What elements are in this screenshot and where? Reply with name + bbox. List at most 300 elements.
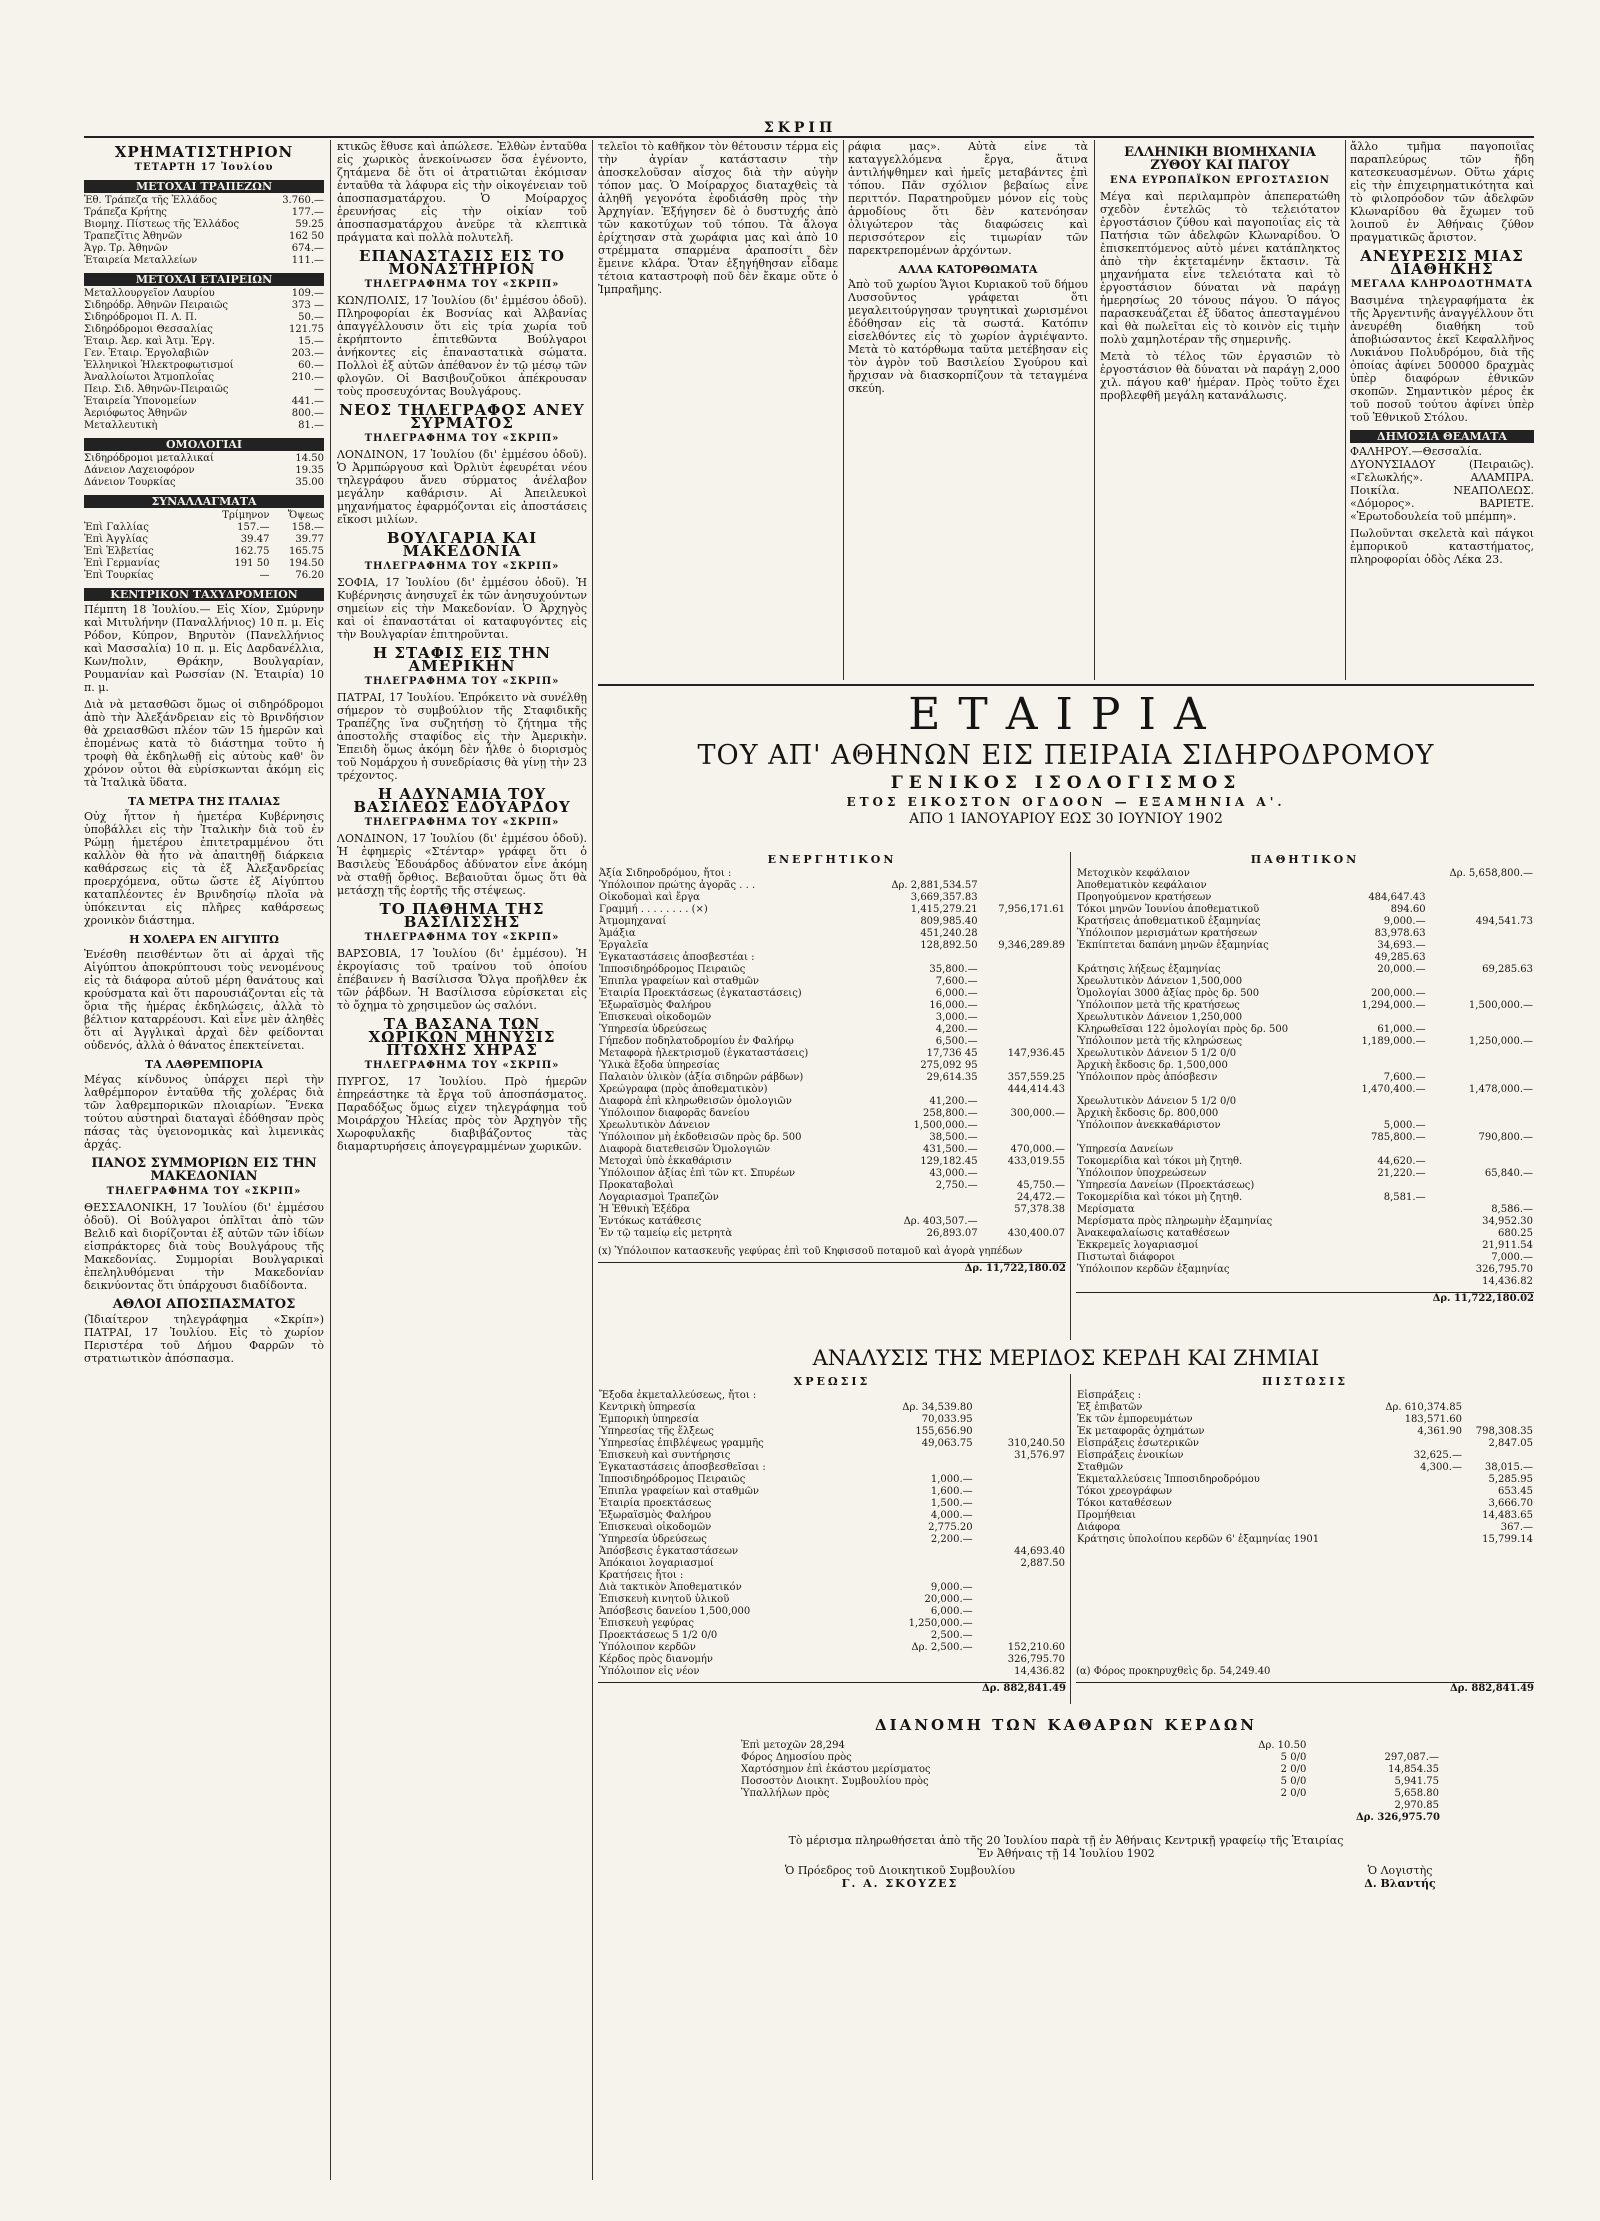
macedonia-heading: ΠΑΝΟΣ ΣΥΜΜΟΡΙΩΝ ΕΙΣ ΤΗΝ ΜΑΚΕΔΟΝΙΑΝ bbox=[91, 1156, 317, 1184]
security-price: 210.— bbox=[291, 372, 324, 383]
dist-label: Ὑπαλλήλων πρὸς bbox=[741, 1788, 830, 1799]
entry-amount: 83,978.63 bbox=[1374, 928, 1426, 939]
security-name: Σιδηρόδρ. Ἀθηνῶν Πειραιῶς bbox=[84, 300, 229, 311]
liability-row bbox=[1076, 1204, 1534, 1216]
entry-label: Χρεώγραφα (πρὸς ἀποθεματικὸν) bbox=[599, 1084, 768, 1095]
entry-subtotal: 8,586.— bbox=[1491, 1204, 1533, 1215]
entry-amount bbox=[1369, 1390, 1463, 1402]
entry-label: Ἐξωραϊσμὸς Φαλήρου bbox=[599, 1000, 712, 1011]
entry-amount: 1,500,000.— bbox=[913, 1120, 978, 1131]
entry-label: Ἔξοδα ἐκμεταλλεύσεως, ἤτοι : bbox=[599, 1390, 757, 1401]
companies-heading: ΜΕΤΟΧΑΙ ΕΤΑΙΡΕΙΩΝ bbox=[84, 273, 324, 286]
security-price: 81.— bbox=[298, 420, 324, 431]
entry-label: Διαφορὰ ἐπὶ κληρωθεισῶν ὁμολογιῶν bbox=[599, 1096, 792, 1107]
balance-period: ΑΠΟ 1 ΙΑΝΟΥΑΡΙΟΥ ΕΩΣ 30 ΙΟΥΝΙΟΥ 1902 bbox=[909, 811, 1223, 827]
asset-row bbox=[598, 1144, 1066, 1156]
entry-amount: 809,985.40 bbox=[920, 916, 978, 927]
entry-subtotal: 7,956,171.61 bbox=[998, 904, 1065, 915]
debit-block bbox=[598, 1374, 1066, 1695]
balance-header bbox=[598, 690, 1534, 828]
credit-row bbox=[1076, 1534, 1534, 1546]
debit-row bbox=[598, 1438, 1066, 1450]
security-name: Τραπεζῖτις Ἀθηνῶν bbox=[84, 231, 183, 242]
debit-row bbox=[598, 1618, 1066, 1630]
entry-label: Γραμμή . . . . . . . . (×) bbox=[599, 904, 708, 915]
entry-subtotal bbox=[979, 928, 1066, 940]
debit-row bbox=[598, 1414, 1066, 1426]
entry-subtotal bbox=[979, 1000, 1066, 1012]
entry-subtotal: 2,847.05 bbox=[1488, 1438, 1533, 1449]
price-row bbox=[84, 453, 324, 465]
fx-header-row bbox=[84, 510, 324, 522]
entry-subtotal: 152,210.60 bbox=[1007, 1642, 1065, 1653]
liability-row bbox=[1076, 916, 1534, 928]
entry-subtotal: 14,436.82 bbox=[1014, 1666, 1065, 1677]
dist-row bbox=[740, 1776, 1440, 1788]
column-rule bbox=[1094, 140, 1095, 680]
entry-amount: 17,736 45 bbox=[926, 1048, 978, 1059]
entry-label: Ὑπόλοιπον ὑποχρεώσεων bbox=[1077, 1168, 1207, 1179]
entry-subtotal: 147,936.45 bbox=[1007, 1048, 1065, 1059]
theatre-heading: ΔΗΜΟΣΙΑ ΘΕΑΜΑΤΑ bbox=[1350, 430, 1534, 443]
entry-amount: 49,285.63 bbox=[1374, 952, 1426, 963]
entry-subtotal: 34,952.30 bbox=[1482, 1216, 1533, 1227]
entry-label: Ὑπόλοιπον πρώτης ἀγορᾶς . . . bbox=[599, 880, 756, 891]
entry-amount bbox=[1344, 1240, 1427, 1252]
entry-subtotal bbox=[1427, 892, 1534, 904]
entry-label: Ὑλικὰ ἔξοδα ὑπηρεσίας bbox=[599, 1060, 720, 1071]
assets-block bbox=[598, 852, 1066, 1275]
liabilities-total: Δρ. 11,722,180.02 bbox=[1076, 1292, 1534, 1305]
entry-label bbox=[1076, 1084, 1344, 1096]
entry-label: Ἀξία Σιδηροδρόμου, ἤτοι : bbox=[599, 868, 732, 879]
entry-amount bbox=[1369, 1522, 1463, 1534]
debit-row bbox=[598, 1642, 1066, 1654]
entry-subtotal bbox=[1463, 1450, 1534, 1462]
entry-label: Ὑπόλοιπον κερδῶν bbox=[599, 1642, 696, 1653]
entry-label: Ἐγκαταστάσεις ἀποσβεστέαι : bbox=[599, 952, 755, 963]
entry-subtotal: 7,000.— bbox=[1491, 1252, 1533, 1263]
entry-amount bbox=[1369, 1510, 1463, 1522]
security-price: 19.35 bbox=[295, 465, 324, 476]
entry-subtotal bbox=[1427, 976, 1534, 988]
debit-row bbox=[598, 1594, 1066, 1606]
asset-row bbox=[598, 1108, 1066, 1120]
entry-amount bbox=[1344, 868, 1427, 880]
price-row bbox=[84, 408, 324, 420]
entry-subtotal: 680.25 bbox=[1498, 1228, 1533, 1239]
fx-row bbox=[84, 570, 324, 582]
credit-block bbox=[1076, 1374, 1534, 1695]
dist-rate: 5 0/0 bbox=[1280, 1776, 1307, 1787]
liability-row bbox=[1076, 1156, 1534, 1168]
entry-amount bbox=[861, 1558, 974, 1570]
entry-subtotal: 1,478,000.— bbox=[1468, 1084, 1533, 1095]
entry-subtotal bbox=[974, 1486, 1066, 1498]
entry-amount bbox=[1369, 1474, 1463, 1486]
entry-amount bbox=[866, 952, 978, 964]
asset-row bbox=[598, 1000, 1066, 1012]
liability-row bbox=[1076, 1252, 1534, 1264]
credit-heading: ΠΙΣΤΩΣΙΣ bbox=[1262, 1375, 1348, 1388]
theatre-text: ΦΑΛΗΡΟΥ.—Θεσσαλία. ΔΥΟΝΥΣΙΑΔΟΥ (Πειραιῶς). «Γελωκλής». ΑΛΑΜΠΡΑ. Ποικίλα. ΝΕΑΠΟΛΕΩΣ. «Δόμορος». ΒΑΡΙΕΤΕ. «Ἐρωτοδουλεία τοῦ μπέμπη». bbox=[1350, 445, 1534, 523]
entry-label: Ὁμολογίαι 3000 ἀξίας πρὸς δρ. 500 bbox=[1077, 988, 1260, 999]
entry-amount: 7,600.— bbox=[935, 976, 978, 987]
entry-label: Ὑπόλοιπον κερδῶν ἐξαμηνίας bbox=[1077, 1264, 1230, 1275]
entry-label: Διάφορα bbox=[1077, 1522, 1121, 1533]
column-5 bbox=[1100, 140, 1340, 680]
entry-amount bbox=[861, 1666, 974, 1678]
entry-label: Ἐν τῷ ταμείῳ εἰς μετρητὰ bbox=[599, 1228, 733, 1239]
debit-row bbox=[598, 1474, 1066, 1486]
ice-subheading: ΕΝΑ ΕΥΡΩΠΑΪΚΟΝ ΕΡΓΟΣΤΑΣΙΟΝ bbox=[1110, 175, 1330, 186]
entry-label: Ἐργαλεῖα bbox=[599, 940, 649, 951]
entry-subtotal bbox=[1427, 1060, 1534, 1072]
fx-column-header bbox=[84, 510, 198, 522]
entry-amount: 129,182.45 bbox=[920, 1156, 978, 1167]
security-price: 674.— bbox=[291, 243, 324, 254]
pl-title: ΑΝΑΛΥΣΙΣ ΤΗΣ ΜΕΡΙΔΟΣ ΚΕΡΔΗ ΚΑΙ ΖΗΜΙΑΙ bbox=[812, 1346, 1320, 1370]
entry-amount: 43,000.— bbox=[929, 1168, 978, 1179]
entry-subtotal: Δρ. 5,658,800.— bbox=[1449, 868, 1533, 879]
liabilities-heading: ΠΑΘΗΤΙΚΟΝ bbox=[1250, 853, 1360, 866]
entry-subtotal bbox=[1427, 1180, 1534, 1192]
entry-amount: 4,300.— bbox=[1420, 1462, 1462, 1473]
ice-heading: ΕΛΛΗΝΙΚΗ ΒΙΟΜΗΧΑΝΙΑ ΖΥΘΟΥ ΚΑΙ ΠΑΓΟΥ bbox=[1124, 145, 1316, 173]
security-name: Σιδηρόδρομοι μεταλλικαί bbox=[84, 453, 214, 464]
liability-row bbox=[1076, 1108, 1534, 1120]
entry-amount: Δρ. 403,507.— bbox=[903, 1216, 978, 1227]
market-date: ΤΕΤΑΡΤΗ 17 Ἰουλίου bbox=[134, 162, 274, 173]
entry-label: Ἱπποσιδηρόδρομος Πειραιῶς bbox=[599, 964, 746, 975]
security-name: Πειρ. Σιδ. Ἀθηνῶν-Πειραιῶς bbox=[84, 384, 229, 395]
assets-heading: ΕΝΕΡΓΗΤΙΚΟΝ bbox=[767, 853, 897, 866]
entry-amount: 275,092 95 bbox=[920, 1060, 978, 1071]
entry-amount: 1,600.— bbox=[930, 1486, 973, 1497]
entry-amount: 6,000.— bbox=[930, 1606, 973, 1617]
liability-row bbox=[1076, 976, 1534, 988]
entry-amount: Δρ. 2,500.— bbox=[911, 1642, 973, 1653]
entry-label: Ὑπηρεσία Δανείων (Προεκτάσεως) bbox=[1077, 1180, 1255, 1191]
entry-subtotal: 9,346,289.89 bbox=[998, 940, 1065, 951]
entry-amount bbox=[861, 1450, 974, 1462]
entry-amount: 1,189,000.— bbox=[1361, 1036, 1426, 1047]
entry-subtotal bbox=[974, 1522, 1066, 1534]
entry-amount: 1,500.— bbox=[930, 1498, 973, 1509]
price-row bbox=[84, 207, 324, 219]
raisin-text: ΠΑΤΡΑΙ, 17 Ἰουλίου. Ἐπρόκειτο νὰ συνέλθῃ σήμερον τὸ συμβούλιον τῆς Σταφιδικῆς Τραπέζης ἵνα συζητήσῃ τὸ ζήτημα τῆς ἀποστολῆς σταφίδος εἰς τὴν Ἀμερικὴν. Ἐπειδὴ ὅμως ἀκόμη δὲν ἦλθε ὁ διορισμὸς τοῦ Νομάρχου ἡ συνεδρίασις θὰ γίνῃ τὴν 23 τρέχοντος. bbox=[337, 691, 587, 782]
entry-label: Μερίσματα πρὸς πληρωμὴν ἐξαμηνίας bbox=[1077, 1216, 1273, 1227]
entry-label: Ἐπισκευαὶ οἰκοδομῶν bbox=[599, 1522, 712, 1533]
entry-subtotal bbox=[974, 1594, 1066, 1606]
price-row bbox=[84, 312, 324, 324]
entry-amount bbox=[1344, 1264, 1427, 1276]
k-text: Ἀπὸ τοῦ χωρίου Ἅγιοι Κυριακοῦ τοῦ δήμου Λυσσοῦντος γράφεται ὅτι μεγαλειτούργησαν τρυγητικαὶ χωρισμένοι ἐδόθησαν εἰς τὰ σωστά. Κατόπιν εἰσελθόντες εἰς τὸ χωρίον ἀγριέψαντο. Μετὰ τὸ κατόρθωμα ταῦτα μετέβησαν εἰς τὸν ἀγρὸν τοῦ Βασιλείου Σγούρου καὶ ἤρχισαν νὰ διασκορπίζουν τὰ τεταγμένα σκεύη. bbox=[848, 278, 1088, 395]
entry-amount: 29,614.35 bbox=[926, 1072, 978, 1083]
entry-label: Ὑπηρεσίας τῆς ἕλξεως bbox=[599, 1426, 714, 1437]
entry-label: Ἀπόκαιοι λογαριασμοί bbox=[599, 1558, 714, 1569]
entry-amount bbox=[1344, 1180, 1427, 1192]
entry-amount: 35,800.— bbox=[929, 964, 978, 975]
entry-label: Οἰκοδομαὶ καὶ ἔργα bbox=[599, 892, 700, 903]
liability-row bbox=[1076, 1132, 1534, 1144]
entry-subtotal: 14,436.82 bbox=[1482, 1276, 1533, 1287]
telegram-label: ΤΗΛΕΓΡΑΦΗΜΑ ΤΟΥ «ΣΚΡΙΠ» bbox=[364, 279, 560, 290]
fx-three-month: 162.75 bbox=[234, 546, 270, 557]
dist-rate: 2 0/0 bbox=[1280, 1788, 1307, 1799]
entry-label: Κεντρικὴ ὑπηρεσία bbox=[599, 1402, 696, 1413]
debit-row bbox=[598, 1546, 1066, 1558]
entry-subtotal bbox=[979, 1024, 1066, 1036]
entry-amount bbox=[1344, 1216, 1427, 1228]
credit-row bbox=[1076, 1390, 1534, 1402]
entry-amount bbox=[866, 868, 978, 880]
dist-value: 5,658.80 bbox=[1394, 1788, 1439, 1799]
post-text: Πέμπτη 18 Ἰουλίου.— Εἰς Χίον, Σμύρνην καὶ Μιτυλήνην (Παναλλήνιος) 10 π. μ. Εἰς Ρόδον, Κύπρον, Βηρυτὸν (Πανελλήνιος καὶ Μασσαλία) 10 π. μ. Εἰς Δαρδανέλλια, Κων/πολιν, Θράκην, Βουλγαρίαν, Ρουμανίαν καὶ Ρωσσίαν (Ν. Ἑταιρία) 10 π. μ. bbox=[84, 603, 324, 694]
entry-label: Ἀποθεματικὸν κεφάλαιον bbox=[1077, 880, 1207, 891]
entry-amount: 894.60 bbox=[1390, 904, 1426, 915]
security-price: 111.— bbox=[291, 255, 324, 266]
fx-name: Ἐπὶ Γερμανίας bbox=[84, 558, 160, 569]
liability-row bbox=[1076, 928, 1534, 940]
entry-label: Ἐξωραϊσμὸς Φαλήρου bbox=[599, 1510, 712, 1521]
king-text: ΛΟΝΔΙΝΟΝ, 17 Ἰουλίου (δι' ἐμμέσου ὁδοῦ). Ἡ ἐφημερὶς «Στένταρ» γράφει ὅτι ὁ Βασιλεὺς Ἐδουάρδος ἀδύνατον εἶνε ἀκόμη νὰ σταθῇ ὄρθιος. Βεβαιοῦται ὅμως ὅτι θὰ μετάσχῃ τῆς ἑορτῆς τῆς στέψεως. bbox=[337, 832, 587, 897]
entry-amount bbox=[1344, 1096, 1427, 1108]
column-rule bbox=[843, 140, 844, 680]
entry-label bbox=[1076, 952, 1344, 964]
entry-label: Λογαριασμοὶ Τραπεζῶν bbox=[599, 1192, 719, 1203]
entry-amount bbox=[1344, 1204, 1427, 1216]
entry-label: Χρεωλυτικὸν Δάνειον bbox=[599, 1120, 710, 1131]
entry-label: Ἀπόσβεσις ἐγκαταστάσεων bbox=[599, 1546, 739, 1557]
entry-label: Χρεωλυτικὸν Δάνειον 1,250,000 bbox=[1077, 1012, 1243, 1023]
security-name: Δάνειον Λαχειοφόρον bbox=[84, 465, 195, 476]
assets-note: (x) Ὑπόλοιπον κατασκευῆς γεφύρας ἐπὶ τοῦ Κηφισσοῦ ποταμοῦ καὶ ἀγορὰ γηπέδων bbox=[598, 1246, 1023, 1257]
entry-label: Εἰσπράξεις : bbox=[1077, 1390, 1142, 1401]
president-signature bbox=[700, 1864, 1100, 1890]
entry-subtotal bbox=[979, 1096, 1066, 1108]
entry-amount bbox=[861, 1654, 974, 1666]
asset-row bbox=[598, 1024, 1066, 1036]
liability-row bbox=[1076, 1084, 1534, 1096]
entry-subtotal bbox=[1427, 940, 1534, 952]
entry-label: Χρεωλυτικὸν Δάνειον 5 1/2 0/0 bbox=[1077, 1096, 1237, 1107]
credit-table bbox=[1076, 1390, 1534, 1546]
entry-amount bbox=[1344, 880, 1427, 892]
entry-label: Μεταφορὰ ἠλεκτρισμοῦ (ἐγκαταστάσεις) bbox=[599, 1048, 809, 1059]
entry-amount bbox=[1344, 1012, 1427, 1024]
liability-row bbox=[1076, 1060, 1534, 1072]
entry-subtotal: 357,559.25 bbox=[1007, 1072, 1065, 1083]
fx-three-month: 157.— bbox=[237, 522, 270, 533]
entry-label: Χρεωλυτικὸν Δάνειον 1,500,000 bbox=[1077, 976, 1243, 987]
ice-text-2: Μετὰ τὸ τέλος τῶν ἐργασιῶν τὸ ἐργοστάσιον θὰ δύναται νὰ παράγῃ 2,000 χιλ. πάγου καθ' ἡμέραν. Πρὸς τοῦτο ἔχει προβλεφθῆ μεγάλη κατανάλωσις. bbox=[1100, 350, 1340, 402]
entry-amount bbox=[1369, 1438, 1463, 1450]
entry-subtotal bbox=[979, 868, 1066, 880]
wills-subheading: ΜΕΓΑΛΑ ΚΛΗΡΟΔΟΤΗΜΑΤΑ bbox=[1350, 279, 1534, 290]
security-price: 15.— bbox=[298, 336, 324, 347]
fx-sight: 165.75 bbox=[289, 546, 324, 557]
price-row bbox=[84, 243, 324, 255]
entry-label: Μετοχικὸν κεφάλαιον bbox=[1077, 868, 1190, 879]
pay-note bbox=[598, 1834, 1534, 1860]
debit-row bbox=[598, 1570, 1066, 1582]
entry-subtotal bbox=[979, 1060, 1066, 1072]
liability-row bbox=[1076, 868, 1534, 880]
asset-row bbox=[598, 1012, 1066, 1024]
price-row bbox=[84, 231, 324, 243]
entry-subtotal bbox=[979, 1036, 1066, 1048]
entry-amount bbox=[866, 1204, 978, 1216]
cholera-text: Ἐνέσθη πεισθέντων ὅτι αἱ ἀρχαὶ τῆς Αἰγύπτου ἀποκρύπτουσι τοὺς νενομένους εἰς τὰ διάφορα αὐτοῦ μέρη θανάτους καὶ κρούσματα καὶ ὅτι παρουσιάζονται εἰς τὰ ὅρια τῆς ἡμέρας ἐκδηλώσεις, ἀλλὰ τὸ βέλτιον καταρρέουσι. Καὶ εἶνε μὲν ἀληθὲς ὅτι αἱ Ἀγγλικαὶ ἀρχαὶ δὲν φείδονται οὐδενός, ἀλλὰ ὁ θάνατος ἐπεκτείνεται. bbox=[84, 948, 324, 1052]
entry-label: Ἀτμομηχαναί bbox=[599, 916, 667, 927]
debit-row bbox=[598, 1402, 1066, 1414]
price-row bbox=[84, 360, 324, 372]
entry-subtotal bbox=[974, 1414, 1066, 1426]
entry-subtotal bbox=[974, 1570, 1066, 1582]
asset-row bbox=[598, 1180, 1066, 1192]
cable-heading: ΝΕΟΣ ΤΗΛΕΓΡΑΦΟΣ ΑΝΕΥ ΣΥΡΜΑΤΟΣ bbox=[339, 401, 585, 432]
entry-amount bbox=[861, 1390, 974, 1402]
asset-row bbox=[598, 916, 1066, 928]
asset-row bbox=[598, 988, 1066, 1000]
entry-label: Ἐπισκευὴ καὶ συντήρησις bbox=[599, 1450, 731, 1461]
revolt-text: ΚΩΝ/ΠΟΛΙΣ, 17 Ἰουλίου (δι' ἐμμέσου ὁδοῦ). Πληροφορίαι ἐκ Βοσνίας καὶ Ἀλβανίας ἀπαγγέλλουσιν ὅτι εἰς τρία χωρία τοῦ ἐκρήπτοντο ἐπιτεθῶντα Βούλγαροι ἀνήκοντες εἰς ἐπαναστατικὰ σώματα. Πολλοὶ ἐξ αὐτῶν ἀπέθανον ἐν τῷ μέσῳ τῶν φλογῶν. Οἱ Βασιβουζοῦκοι ἀπέκρουσαν τοὺς προσευχόντας Βουλγάρους. bbox=[337, 294, 587, 398]
entry-subtotal bbox=[979, 976, 1066, 988]
entry-label: Κρατήσεις ἀποθεματικοῦ ἐξαμηνίας bbox=[1077, 916, 1261, 927]
credit-row bbox=[1076, 1450, 1534, 1462]
debit-row bbox=[598, 1510, 1066, 1522]
entry-amount bbox=[1344, 1252, 1427, 1264]
liability-row bbox=[1076, 964, 1534, 976]
entry-subtotal bbox=[974, 1498, 1066, 1510]
entry-label: Ὑπόλοιπον μετὰ τῆς κρατήσεως bbox=[1077, 1000, 1240, 1011]
entry-amount bbox=[1344, 976, 1427, 988]
security-name: Σιδηρόδρομοι Θεσσαλίας bbox=[84, 324, 213, 335]
entry-subtotal bbox=[974, 1390, 1066, 1402]
asset-row bbox=[598, 892, 1066, 904]
dist-row bbox=[740, 1788, 1440, 1800]
security-name: Βιομηχ. Πίστεως τῆς Ἑλλάδος bbox=[84, 219, 240, 230]
entry-label: Ἐπιπλα γραφείων καὶ σταθμῶν bbox=[599, 1486, 759, 1497]
liability-row bbox=[1076, 940, 1534, 952]
entry-subtotal bbox=[974, 1630, 1066, 1642]
pay-note-text: Τὸ μέρισμα πληρωθήσεται ἀπὸ τῆς 20 Ἰουλίου παρὰ τῇ ἐν Ἀθήναις Κεντρικῇ γραφείῳ τῆς Ἑταιρίας bbox=[788, 1834, 1344, 1847]
debit-row bbox=[598, 1630, 1066, 1642]
entry-subtotal bbox=[979, 892, 1066, 904]
wills-heading: ΑΝΕΥΡΕΣΙΣ ΜΙΑΣ ΔΙΑΘΗΚΗΣ bbox=[1360, 247, 1524, 278]
dist-row bbox=[740, 1740, 1440, 1752]
entry-label: Ὑπόλοιπον μερισμάτων κρατήσεων bbox=[1077, 928, 1258, 939]
security-price: 60.— bbox=[298, 360, 324, 371]
asset-row bbox=[598, 952, 1066, 964]
liability-row bbox=[1076, 952, 1534, 964]
price-row bbox=[84, 195, 324, 207]
entry-subtotal: 31,576.97 bbox=[1014, 1450, 1065, 1461]
entry-label: Προηγούμενον κρατήσεων bbox=[1077, 892, 1212, 903]
entry-subtotal bbox=[1463, 1414, 1534, 1426]
entry-amount: 785,800.— bbox=[1371, 1132, 1426, 1143]
entry-amount bbox=[861, 1462, 974, 1474]
dist-table bbox=[740, 1740, 1440, 1812]
entry-amount: 258,800.— bbox=[923, 1108, 978, 1119]
fx-row bbox=[84, 546, 324, 558]
liability-row bbox=[1076, 880, 1534, 892]
entry-subtotal: 300,000.— bbox=[1010, 1108, 1065, 1119]
entry-subtotal: 38,015.— bbox=[1484, 1462, 1533, 1473]
entry-subtotal bbox=[979, 1216, 1066, 1228]
athl-text: (Ἰδιαίτερον τηλεγράφημα «Σκρίπ») ΠΑΤΡΑΙ, 17 Ἰουλίου. Εἰς τὸ χωρίον Περιστέρα τοῦ Δήμου Φαρρῶν τὸ στρατιωτικὸν ἀπόσπασμα. bbox=[84, 1313, 324, 1365]
dist-rate: 2 0/0 bbox=[1280, 1764, 1307, 1775]
entry-amount: 3,669,357.83 bbox=[910, 892, 978, 903]
entry-subtotal: 430,400.07 bbox=[1007, 1228, 1065, 1239]
asset-row bbox=[598, 868, 1066, 880]
entry-amount: 44,620.— bbox=[1377, 1156, 1426, 1167]
fx-row bbox=[84, 522, 324, 534]
credit-total: Δρ. 882,841.49 bbox=[1076, 1682, 1534, 1695]
entry-label: Ἐμπορικὴ ὑπηρεσία bbox=[599, 1414, 700, 1425]
price-row bbox=[84, 372, 324, 384]
dist-label: Ἐπὶ μετοχῶν 28,294 bbox=[741, 1740, 845, 1751]
fx-name: Ἐπὶ Γαλλίας bbox=[84, 522, 149, 533]
dist-block bbox=[740, 1740, 1440, 1824]
italy-heading: ΤΑ ΜΕΤΡΑ ΤΗΣ ΙΤΑΛΙΑΣ bbox=[128, 795, 280, 808]
dist-rate: 5 0/0 bbox=[1280, 1752, 1307, 1763]
fx-column-header: Τρίμηνον bbox=[222, 510, 270, 521]
asset-row bbox=[598, 880, 1066, 892]
fx-sight: 76.20 bbox=[295, 570, 324, 581]
entry-amount: 183,571.60 bbox=[1404, 1414, 1462, 1425]
entry-subtotal: 790,800.— bbox=[1478, 1132, 1533, 1143]
liability-row bbox=[1076, 1012, 1534, 1024]
entry-subtotal bbox=[1427, 880, 1534, 892]
entry-subtotal bbox=[1427, 952, 1534, 964]
villagers-heading: ΤΑ ΒΑΣΑΝΑ ΤΩΝ ΧΩΡΙΚΩΝ ΜΗΝΥΣΙΣ ΠΤΩΧΗΣ ΧΗΡΑΣ bbox=[368, 1015, 556, 1059]
president-label: Ὁ Πρόεδρος τοῦ Διοικητικοῦ Συμβουλίου bbox=[784, 1864, 1016, 1877]
entry-amount bbox=[1344, 1048, 1427, 1060]
entry-label: Τόκοι μηνῶν Ἰουνίου ἀποθεματικοῦ bbox=[1077, 904, 1260, 915]
fx-three-month: 39.47 bbox=[240, 534, 270, 545]
entry-label: Κράτησις λήξεως ἐξαμηνίας bbox=[1077, 964, 1221, 975]
banks-heading: ΜΕΤΟΧΑΙ ΤΡΑΠΕΖΩΝ bbox=[84, 180, 324, 193]
asset-row bbox=[598, 1204, 1066, 1216]
entry-subtotal bbox=[979, 1132, 1066, 1144]
entry-amount: Δρ. 2,881,534.57 bbox=[891, 880, 978, 891]
masthead: ΣΚΡΙΠ bbox=[763, 120, 837, 136]
asset-row bbox=[598, 1216, 1066, 1228]
entry-amount: 431,500.— bbox=[923, 1144, 978, 1155]
entry-label: Ἐκ μεταφορᾶς ὀχημάτων bbox=[1077, 1426, 1205, 1437]
col3-text: τελεῖοι τὸ καθῆκον τὸν θέτουσιν τέρμα εἰς τὴν ἀγρίαν κατάστασιν τὴν ἀποσκελοῦσαν αἶσχος διὰ τὴν αὐγὴν τόπον μας. Ὁ Μοίραρχος διαταχθεὶς τὰ ἀληθῆ γεγονότα ἐφοδιάσθη πρὸς τὴν Ἀρχηγίαν. Ἐξήγησεν δὲ ὁ δυστυχής ἀπὸ τῶν κακοτύχων τοῦ τόπου. Τὰ ἄλογα ἐρίχτησαν στὰ χωράφια μας καὶ ἀπὸ 10 στρέμματα σπαρμένα ἀραποσίτι δὲν ἔμεινε κλάρα. Ὅταν ἐξηγήθησαν εἶδαμε τέτοια καταστροφὴ ποῦ δὲν ἔκαμε οὔτε ὁ Ἰμπραῆμης. bbox=[598, 140, 838, 296]
entry-amount: 4,000.— bbox=[930, 1510, 973, 1521]
liability-row bbox=[1076, 1024, 1534, 1036]
price-row bbox=[84, 420, 324, 432]
credit-row bbox=[1076, 1510, 1534, 1522]
entry-amount: 20,000.— bbox=[1377, 964, 1426, 975]
entry-subtotal: 21,911.54 bbox=[1482, 1240, 1533, 1251]
dist-value bbox=[1307, 1740, 1440, 1752]
price-row bbox=[84, 396, 324, 408]
asset-row bbox=[598, 940, 1066, 952]
cable-text: ΛΟΝΔΙΝΟΝ, 17 Ἰουλίου (δι' ἐμμέσου ὁδοῦ). Ὁ Ἀρμπώργουσ καὶ Ὀρλιὺτ ἐφευρέται νέου τηλεγράφου ἄνευ σύρματος ἀνέλαβον μεγάλην καθάρισιν. Αἱ Ἀπειλευκοὶ μηχανήματος ἐφαρμόζονται εἰς ἀποστάσεις εἴκοσι μιλίων. bbox=[337, 448, 587, 526]
entry-subtotal bbox=[1463, 1390, 1534, 1402]
column-2 bbox=[337, 140, 587, 2180]
entry-amount: 1,294,000.— bbox=[1361, 1000, 1426, 1011]
entry-label: Ὑπόλοιπον πρὸς ἀπόσβεσιν bbox=[1077, 1072, 1218, 1083]
security-price: 373 — bbox=[291, 300, 324, 311]
security-price: 109.— bbox=[291, 288, 324, 299]
entry-subtotal bbox=[1427, 1120, 1534, 1132]
